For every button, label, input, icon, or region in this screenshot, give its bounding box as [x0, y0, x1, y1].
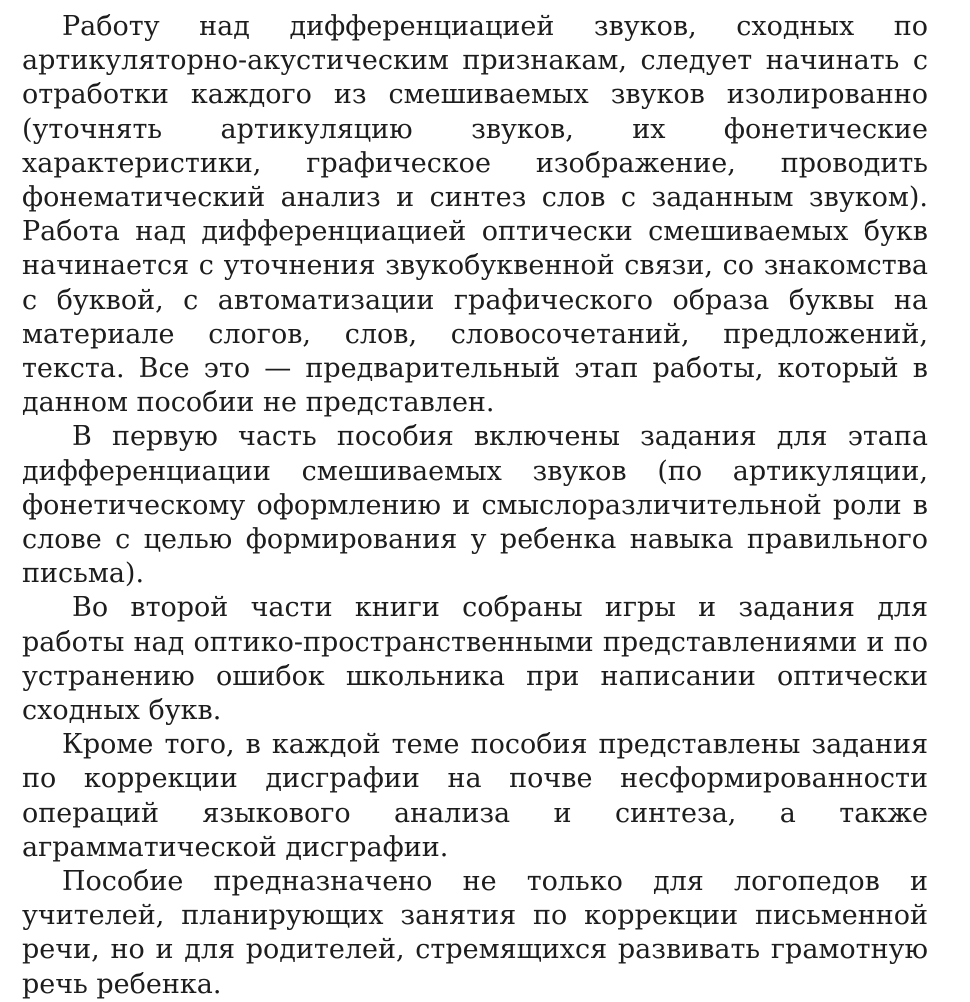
- paragraph-dysgraphia-correction: Кроме того, в каждой теме пособия представлены задания по коррекции дисграфии на почве несформированности операций языкового анализа и синтеза, а также аграмматической дисграфии.: [22, 729, 928, 863]
- paragraph-differentiation-intro: Работу над дифференциацией звуков, сходных по артикуляторно-акустическим признакам, следует начинать с отработки каждого из смешиваемых звуков изолированно (уточнять артикуляцию звуков, их фонетические характеристики, графическое изображение, проводить фонематический анализ и синтез слов с заданным звуком). Работа над дифференциацией оптически смешиваемых букв начинается с уточнения звукобуквенной связи, со знакомства с буквой, с автоматизации графического образа буквы на материале слогов, слов, словосочетаний, предложений, текста. Все это — предварительный этап работы, который в данном пособии не представлен.: [22, 11, 928, 419]
- paragraph-part-one: В первую часть пособия включены задания для этапа дифференциации смешиваемых звуков (по артикуляции, фонетическому оформлению и смыслоразличительной роли в слове с целью формирования у ребенка навыка правильного письма).: [22, 421, 928, 590]
- paragraph-part-two: Во второй части книги собраны игры и задания для работы над оптико-пространственными представлениями и по устранению ошибок школьника при написании оптически сходных букв.: [22, 592, 928, 727]
- paragraph-target-audience: Пособие предназначено не только для логопедов и учителей, планирующих занятия по коррекции письменной речи, но и для родителей, стремящихся развивать грамотную речь ребенка.: [22, 866, 928, 1000]
